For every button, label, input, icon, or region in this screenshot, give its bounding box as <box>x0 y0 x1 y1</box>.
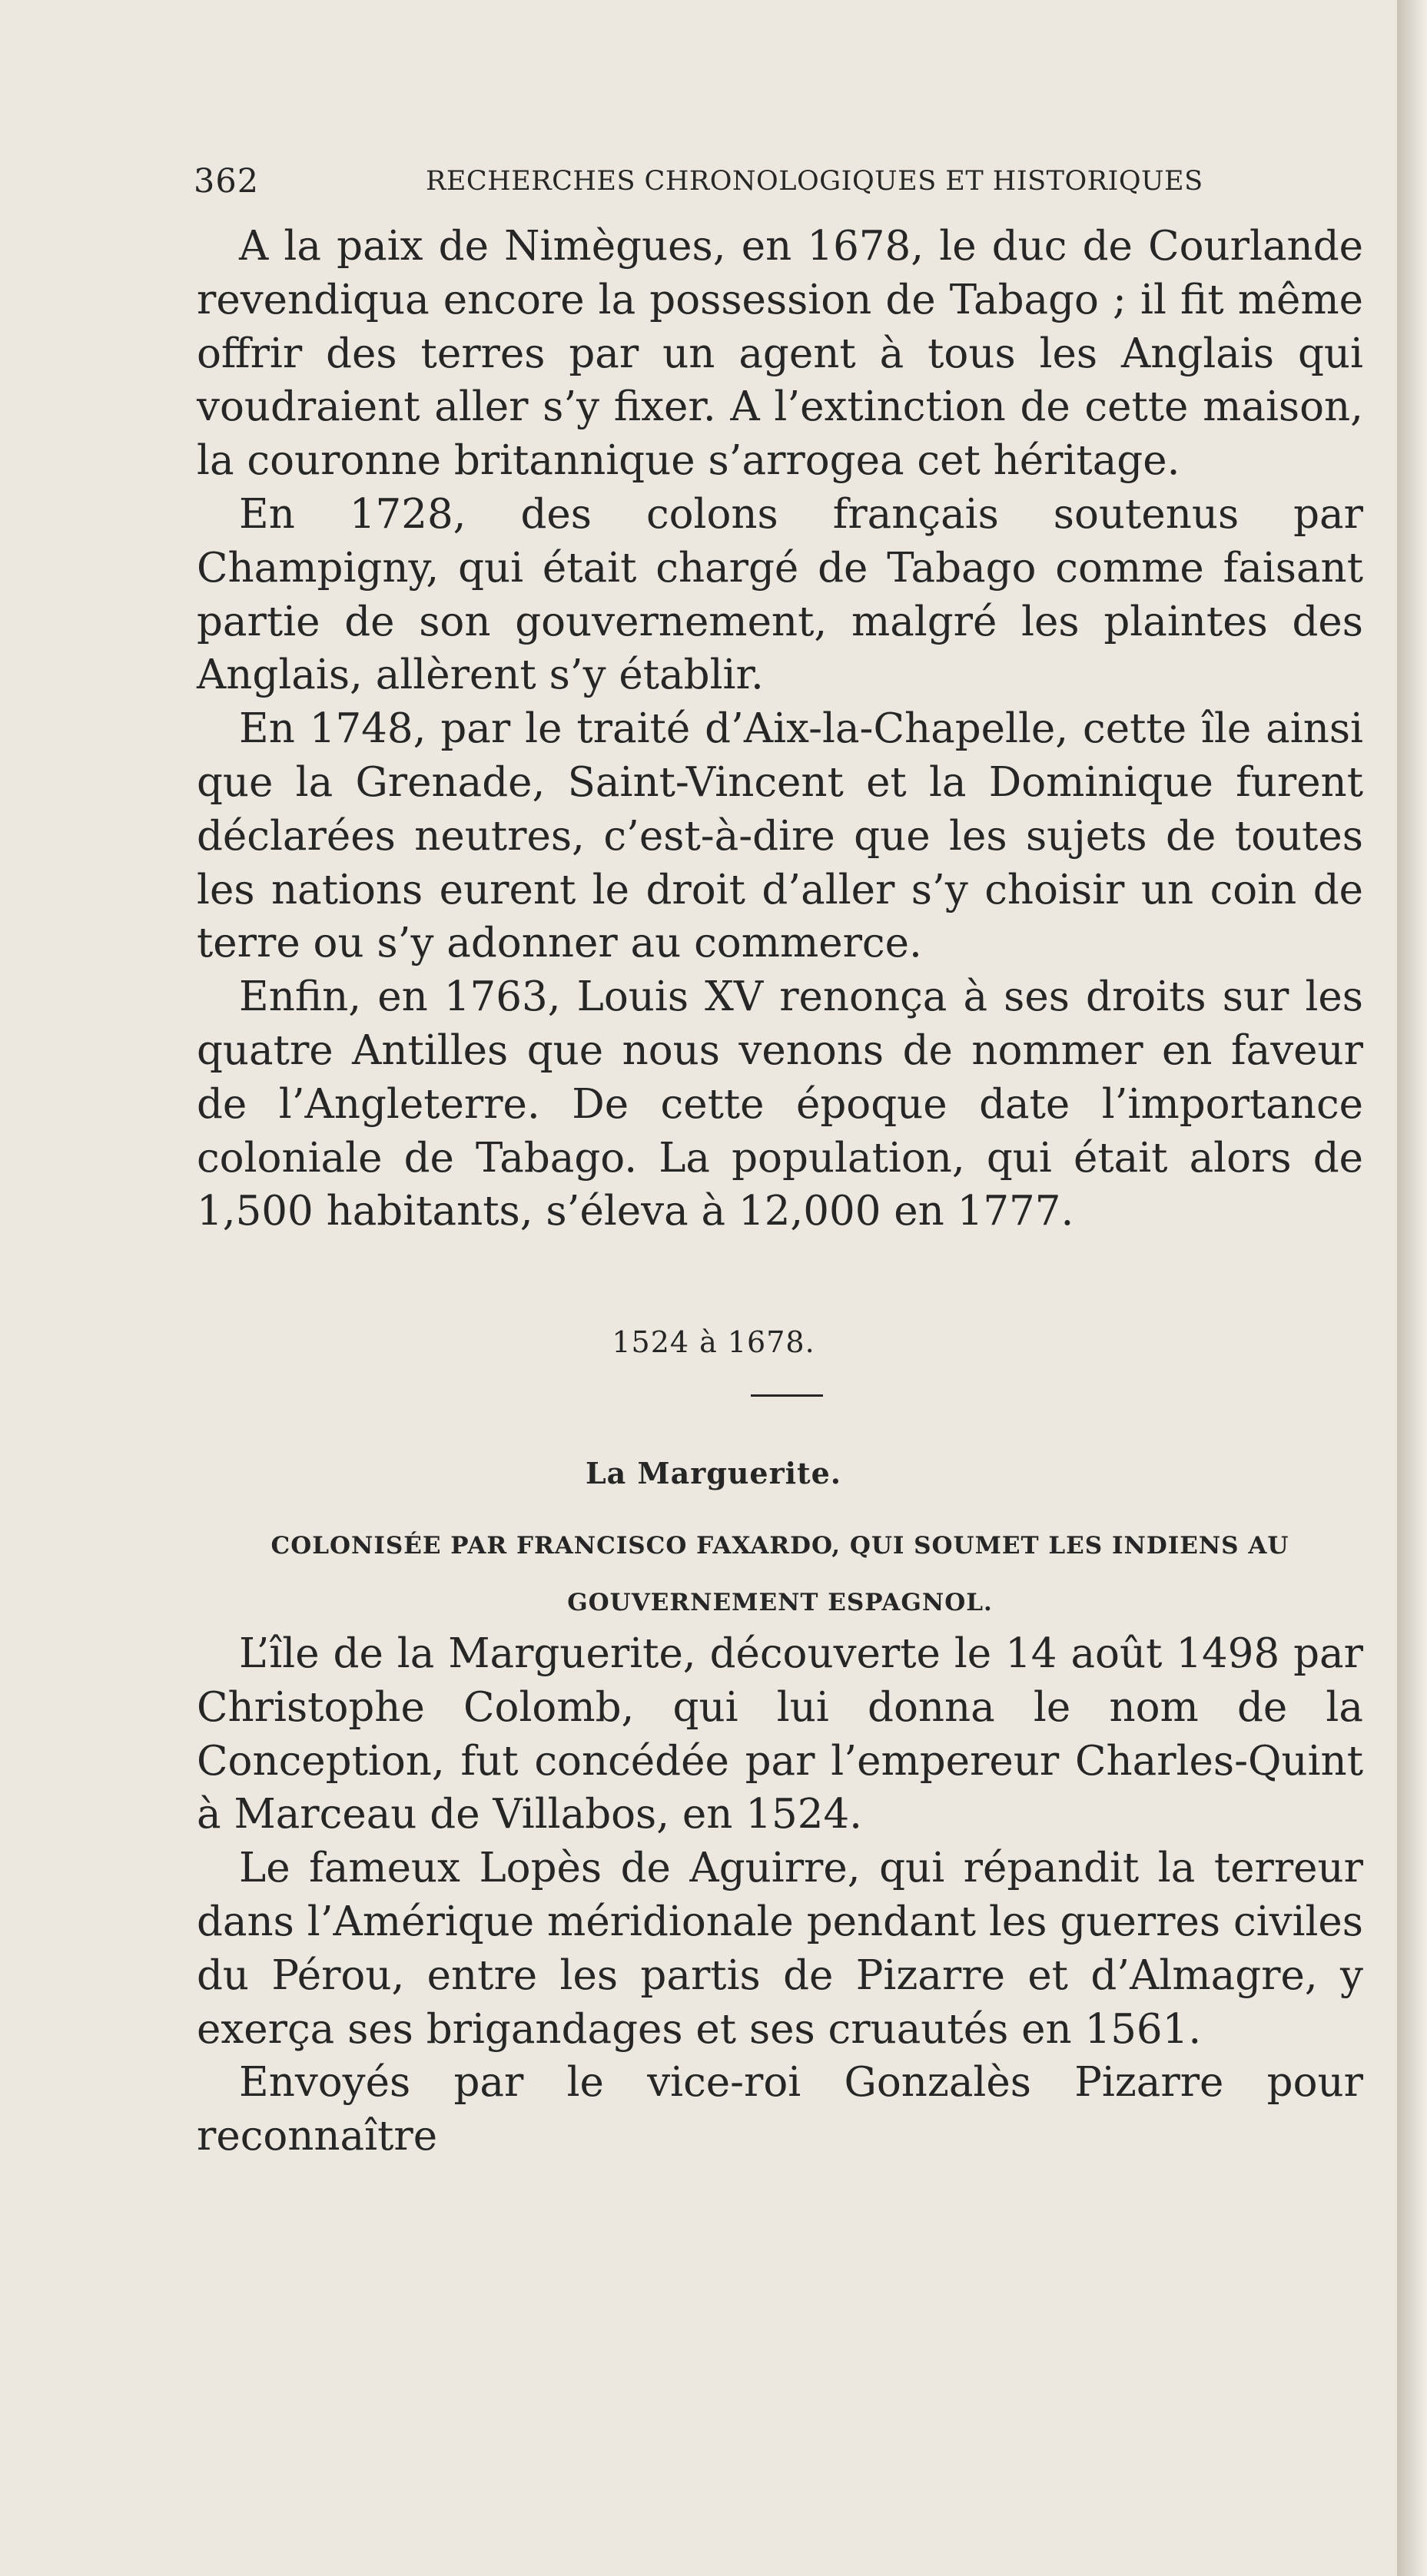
paragraph: A la paix de Nimègues, en 1678, le duc de Courlande revendiqua encore la possession de Tabago ; il fit même offrir des terres par un agent à tous les Anglais qui voudraient aller s’y fixer. A l’extinction de cette maison, la couronne britannique s’arrogea cet héritage. <box>197 223 1363 485</box>
body-text-before-section <box>197 220 1363 1238</box>
paragraph: L’île de la Marguerite, découverte le 14 août 1498 par Christophe Colomb, qui lui donna le nom de la Conception, fut concédée par l’empereur Charles-Quint à Marceau de Villabos, en 1524. <box>197 1630 1363 1838</box>
running-head <box>194 158 1354 204</box>
section-subtitle: COLONISÉE PAR FRANCISCO FAXARDO, QUI SOUMET LES INDIENS AU GOUVERNEMENT ESPAGNOL. <box>270 1532 1289 1616</box>
section-divider <box>751 1394 823 1397</box>
page-number: 362 <box>194 162 260 201</box>
section-title: La Marguerite. <box>585 1456 842 1490</box>
paragraph: Enfin, en 1763, Louis XV renonça à ses droits sur les quatre Antilles que nous venons de nommer en faveur de l’Angleterre. De cette époque date l’importance coloniale de Tabago. La population, qui était alors de 1,500 habitants, s’éleva à 12,000 en 1777. <box>197 973 1363 1235</box>
paragraph: Le fameux Lopès de Aguirre, qui répandit la terreur dans l’Amérique méridionale pendant les guerres civiles du Pérou, entre les partis de Pizarre et d’Almagre, y exerça ses brigandages et ses cruautés en 1561. <box>197 1845 1363 2053</box>
running-title: RECHERCHES CHRONOLOGIQUES ET HISTORIQUES <box>426 166 1203 197</box>
section-date-range: 1524 à 1678. <box>612 1325 815 1359</box>
page-edge <box>1397 0 1427 2576</box>
paragraph: En 1748, par le traité d’Aix-la-Chapelle, cette île ainsi que la Grenade, Saint-Vincent et la Dominique furent déclarées neutres, c’est-à-dire que les sujets de toutes les nations eurent le droit d’aller s’y choisir un coin de terre ou s’y adonner au commerce. <box>197 705 1363 967</box>
body-text-after-section <box>197 1627 1363 2163</box>
paragraph: Envoyés par le vice-roi Gonzalès Pizarre pour reconnaître <box>197 2059 1363 2160</box>
paragraph: En 1728, des colons français soutenus par Champigny, qui était chargé de Tabago comme faisant partie de son gouvernement, malgré les plaintes des Anglais, allèrent s’y établir. <box>197 490 1363 699</box>
